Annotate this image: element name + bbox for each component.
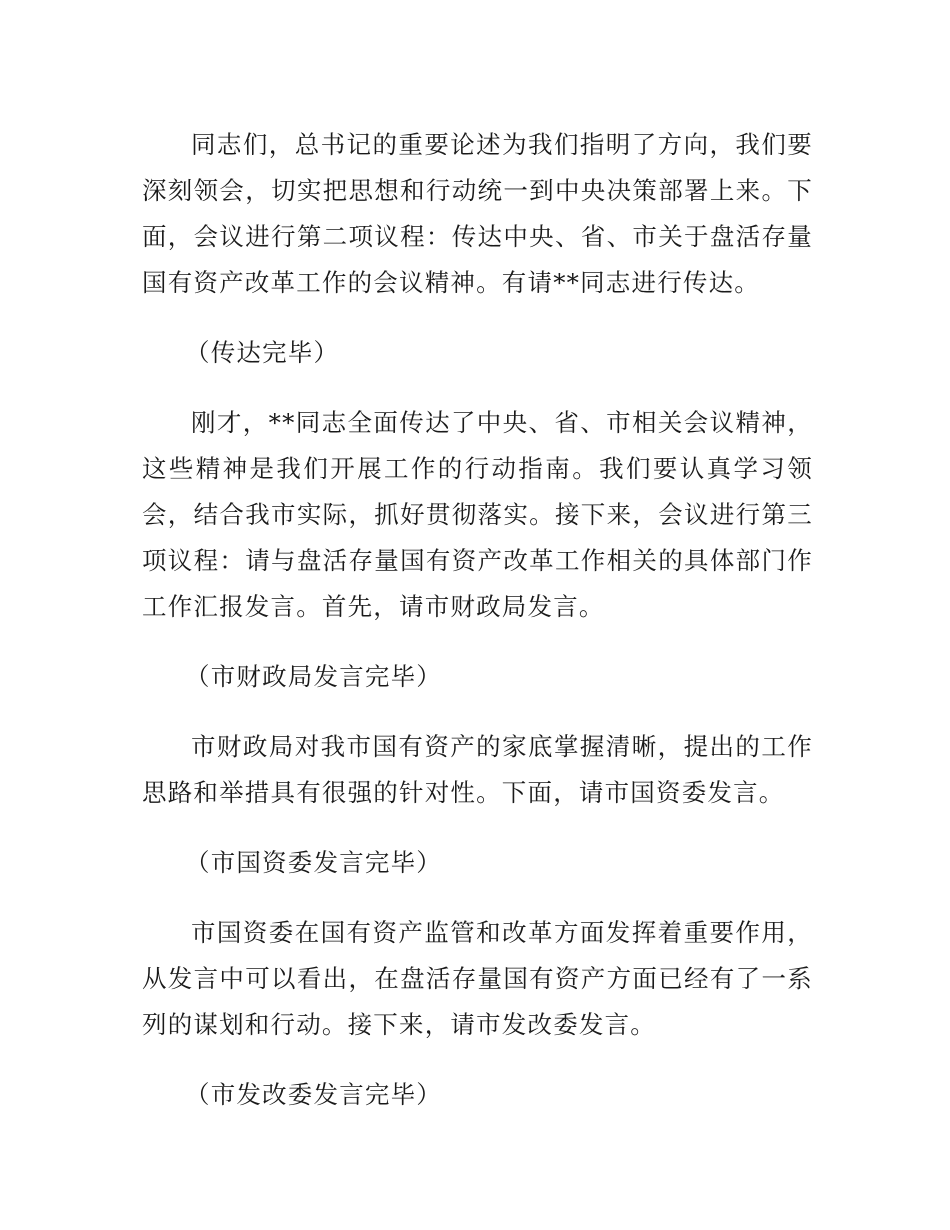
note-finance-bureau-complete: （市财政局发言完毕） bbox=[185, 662, 442, 691]
document-body bbox=[142, 122, 813, 1142]
note-ndrc-complete: （市发改委发言完毕） bbox=[185, 1080, 442, 1109]
paragraph-agenda-item-two: 同志们，总书记的重要论述为我们指明了方向，我们要深刻领会，切实把思想和行动统一到中央决策部署上来。下面，会议进行第二项议程：传达中央、省、市关于盘活存量国有资产改革工作的会议精神。有请**同志进行传达。 bbox=[142, 130, 813, 297]
paragraph-finance-bureau-comment: 市财政局对我市国有资产的家底掌握清晰，提出的工作思路和举措具有很强的针对性。下面，请市国资委发言。 bbox=[142, 732, 813, 807]
note-relay-complete: （传达完毕） bbox=[185, 338, 340, 367]
paragraph-agenda-item-three: 刚才，**同志全面传达了中央、省、市相关会议精神，这些精神是我们开展工作的行动指南。我们要认真学习领会，结合我市实际，抓好贯彻落实。接下来，会议进行第三项议程：请与盘活存量国有资产改革工作相关的具体部门作工作汇报发言。首先，请市财政局发言。 bbox=[142, 408, 813, 621]
paragraph-sasac-comment: 市国资委在国有资产监管和改革方面发挥着重要作用，从发言中可以看出，在盘活存量国有资产方面已经有了一系列的谋划和行动。接下来，请市发改委发言。 bbox=[142, 918, 813, 1039]
note-sasac-complete: （市国资委发言完毕） bbox=[185, 848, 442, 877]
